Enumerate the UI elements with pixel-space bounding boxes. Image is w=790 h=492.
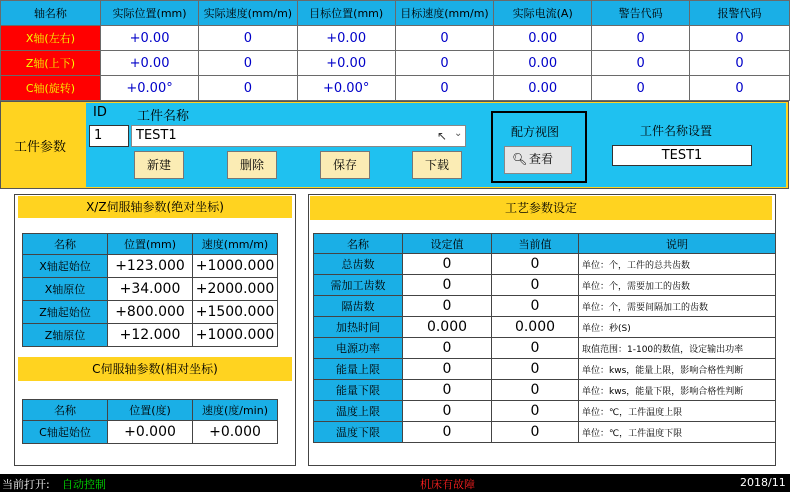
proc-desc: 单位：个，工件的总共齿数 [579,254,776,275]
c-pos-field[interactable]: +0.000 [108,421,193,444]
axis-name: X轴(左右) [1,26,101,51]
xz-pos-field[interactable]: +12.000 [108,324,193,347]
table-row [314,422,776,443]
c-row-name: C轴起始位 [23,421,108,444]
xz-col-speed: 速度(mm/m) [193,234,278,255]
xz-servo-title: X/Z伺服轴参数(绝对坐标) [18,196,292,218]
proc-set-field[interactable]: 0 [403,422,492,443]
proc-row-name: 能量下限 [314,380,403,401]
proc-set-field[interactable]: 0 [403,359,492,380]
current-value: 0.00 [494,76,592,101]
table-row [314,338,776,359]
col-alarm-code: 报警代码 [690,1,790,26]
part-name-value: TEST1 [136,128,177,143]
xz-speed-field[interactable]: +1500.000 [193,301,278,324]
status-bar [0,474,790,492]
actual-pos-value: +0.00° [100,76,198,101]
proc-desc: 单位：个，需要加工的齿数 [579,275,776,296]
alarm-code-value: 0 [690,51,790,76]
table-row [23,421,278,444]
target-pos-value: +0.00° [297,76,395,101]
proc-cur-value: 0 [492,401,579,422]
proc-row-name: 隔齿数 [314,296,403,317]
proc-set-field[interactable]: 0 [403,254,492,275]
proc-desc: 取值范围：1-100的数值，设定输出功率 [579,338,776,359]
proc-cur-value: 0 [492,422,579,443]
proc-row-name: 能量上限 [314,359,403,380]
proc-cur-value: 0 [492,380,579,401]
actual-speed-value: 0 [199,26,297,51]
xz-speed-field[interactable]: +2000.000 [193,278,278,301]
cursor-icon: ↖ [437,129,448,143]
actual-pos-value: +0.00 [100,26,198,51]
axis-table-header [1,1,790,26]
xz-row-name: X轴原位 [23,278,108,301]
id-label: ID [93,105,107,120]
c-col-name: 名称 [23,400,108,421]
process-title: 工艺参数设定 [310,196,772,220]
alarm-code-value: 0 [690,76,790,101]
col-current: 实际电流(A) [494,1,592,26]
current-value: 0.00 [494,51,592,76]
col-warn-code: 警告代码 [592,1,690,26]
view-button[interactable] [504,146,572,174]
table-row [314,359,776,380]
proc-set-field[interactable]: 0 [403,275,492,296]
target-pos-value: +0.00 [297,26,395,51]
col-axis-name: 轴名称 [1,1,101,26]
axis-status-table [0,0,790,101]
xz-row-name: X轴起始位 [23,255,108,278]
target-speed-value: 0 [395,76,493,101]
id-field[interactable]: 1 [89,125,129,147]
save-button[interactable]: 保存 [320,151,370,179]
table-row [23,278,278,301]
current-value: 0.00 [494,26,592,51]
proc-desc: 单位：个，需要间隔加工的齿数 [579,296,776,317]
proc-set-field[interactable]: 0 [403,296,492,317]
table-row [314,254,776,275]
xz-pos-field[interactable]: +34.000 [108,278,193,301]
proc-set-field[interactable]: 0 [403,380,492,401]
table-row [314,317,776,338]
recipe-view-box [491,111,587,183]
table-row [23,255,278,278]
fault-status: 机床有故障 [420,478,475,491]
proc-col-name: 名称 [314,234,403,254]
proc-set-field[interactable]: 0 [403,338,492,359]
proc-cur-value: 0 [492,275,579,296]
warn-code-value: 0 [592,51,690,76]
col-target-pos: 目标位置(mm) [297,1,395,26]
c-servo-title: C伺服轴参数(相对坐标) [18,357,292,381]
proc-col-set: 设定值 [403,234,492,254]
xz-servo-table [22,233,278,347]
target-pos-value: +0.00 [297,51,395,76]
proc-cur-value: 0 [492,359,579,380]
xz-row-name: Z轴原位 [23,324,108,347]
axis-name: Z轴(上下) [1,51,101,76]
proc-cur-value: 0 [492,254,579,275]
table-row [314,401,776,422]
proc-set-field[interactable]: 0 [403,401,492,422]
delete-button[interactable]: 删除 [227,151,277,179]
axis-row-x [1,26,790,51]
search-icon: 🔍︎ [512,152,528,166]
view-button-label: 查看 [529,152,554,166]
xz-pos-field[interactable]: +800.000 [108,301,193,324]
table-row [314,380,776,401]
recipe-view-label: 配方视图 [511,125,560,139]
date-display: 2018/11 [740,476,786,489]
download-button[interactable]: 下载 [412,151,462,179]
proc-col-desc: 说明 [579,234,776,254]
c-col-pos: 位置(度) [108,400,193,421]
new-button[interactable]: 新建 [134,151,184,179]
current-open-label: 当前打开: [2,478,50,491]
table-row [314,275,776,296]
part-params-label: 工件参数 [14,140,67,155]
part-name-combobox[interactable] [131,125,466,147]
c-speed-field[interactable]: +0.000 [193,421,278,444]
table-row [23,301,278,324]
process-table [313,233,776,443]
proc-col-cur: 当前值 [492,234,579,254]
xz-col-pos: 位置(mm) [108,234,193,255]
proc-desc: 单位：kws，能量下限，影响合格性判断 [579,380,776,401]
col-actual-speed: 实际速度(mm/m) [199,1,297,26]
warn-code-value: 0 [592,26,690,51]
xz-speed-field[interactable]: +1000.000 [193,255,278,278]
xz-row-name: Z轴起始位 [23,301,108,324]
actual-speed-value: 0 [199,51,297,76]
col-target-speed: 目标速度(mm/m) [395,1,493,26]
table-row [314,296,776,317]
actual-speed-value: 0 [199,76,297,101]
warn-code-value: 0 [592,76,690,101]
proc-row-name: 温度下限 [314,422,403,443]
axis-row-z [1,51,790,76]
proc-row-name: 电源功率 [314,338,403,359]
part-name-label: 工件名称 [137,109,190,124]
proc-desc: 单位：℃，工件温度下限 [579,422,776,443]
proc-cur-value: 0 [492,338,579,359]
xz-pos-field[interactable]: +123.000 [108,255,193,278]
c-servo-table [22,399,278,444]
proc-row-name: 总齿数 [314,254,403,275]
chevron-down-icon[interactable]: ⌄ [454,128,463,139]
target-speed-value: 0 [395,26,493,51]
proc-row-name: 加热时间 [314,317,403,338]
proc-cur-value: 0 [492,296,579,317]
axis-name: C轴(旋转) [1,76,101,101]
proc-row-name: 温度上限 [314,401,403,422]
table-row [23,324,278,347]
target-speed-value: 0 [395,51,493,76]
c-col-speed: 速度(度/min) [193,400,278,421]
xz-speed-field[interactable]: +1000.000 [193,324,278,347]
actual-pos-value: +0.00 [100,51,198,76]
xz-col-name: 名称 [23,234,108,255]
proc-desc: 单位：kws，能量上限，影响合格性判断 [579,359,776,380]
alarm-code-value: 0 [690,26,790,51]
proc-set-field[interactable]: 0.000 [403,317,492,338]
name-setting-field[interactable]: TEST1 [612,145,752,166]
proc-row-name: 需加工齿数 [314,275,403,296]
axis-row-c [1,76,790,101]
col-actual-pos: 实际位置(mm) [100,1,198,26]
name-setting-label: 工件名称设置 [640,124,713,138]
proc-desc: 单位：秒(S) [579,317,776,338]
proc-cur-value: 0.000 [492,317,579,338]
proc-desc: 单位：℃，工件温度上限 [579,401,776,422]
current-open-value: 自动控制 [62,478,106,491]
